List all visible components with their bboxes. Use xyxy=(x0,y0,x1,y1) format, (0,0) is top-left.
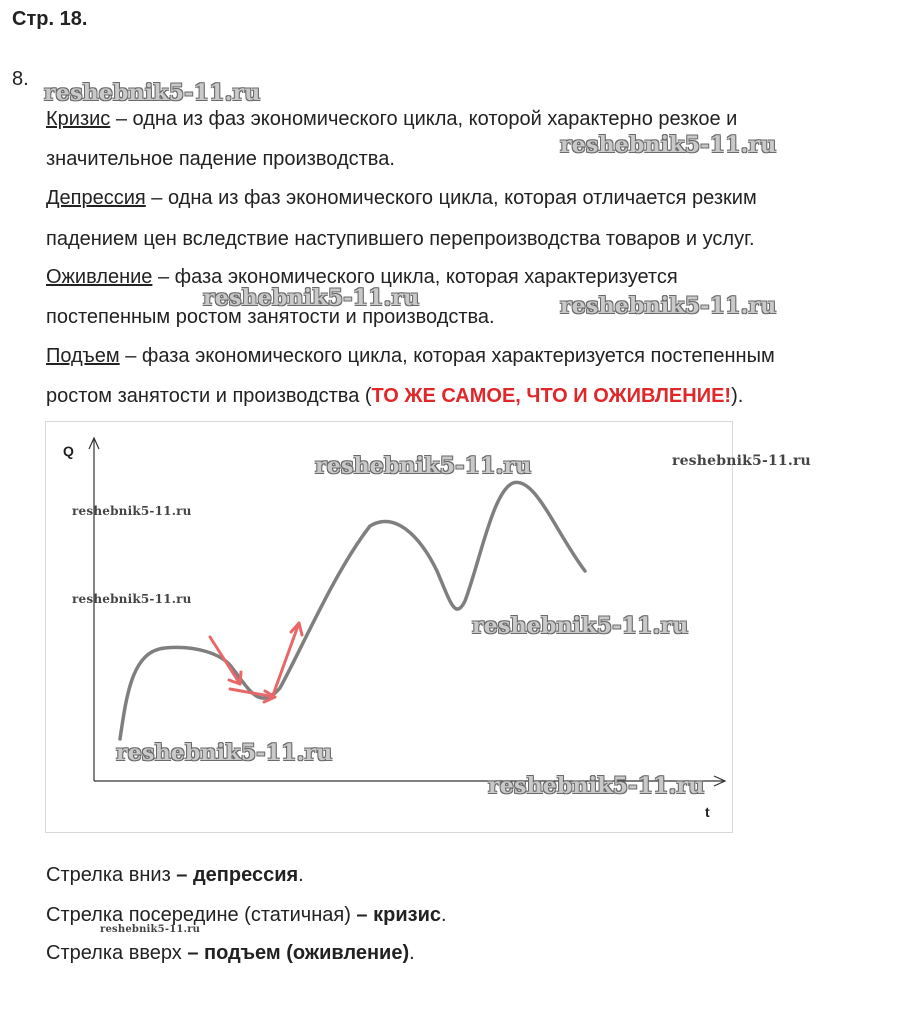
task-number: 8. xyxy=(12,68,29,90)
definition-rise-line1 xyxy=(46,345,775,368)
definition-rise-line2 xyxy=(46,385,743,408)
arrow-up-icon xyxy=(273,623,302,695)
answer-middle-end: . xyxy=(441,904,447,926)
definition-revival-line2: постепенным ростом занятости и производства. xyxy=(46,306,495,328)
watermark: reshebnik5-11.ru xyxy=(315,453,532,479)
definition-depression-line1 xyxy=(46,187,757,210)
highlight-same-as-revival: ТО ЖЕ САМОЕ, ЧТО И ОЖИВЛЕНИЕ! xyxy=(371,385,732,407)
answer-arrow-down xyxy=(46,864,304,887)
cycle-curve xyxy=(120,482,585,739)
definition-crisis-line2: значительное падение производства. xyxy=(46,148,395,170)
answer-up-label: Стрелка вверх xyxy=(46,942,188,964)
x-axis-label: t xyxy=(705,804,710,820)
watermark: reshebnik5-11.ru xyxy=(560,132,777,158)
definition-rise-end: ). xyxy=(731,385,744,407)
answer-down-label: Стрелка вниз xyxy=(46,864,177,886)
watermark: reshebnik5-11.ru xyxy=(72,592,192,606)
answer-middle-dash: – xyxy=(356,904,374,926)
answer-up-end: . xyxy=(409,942,415,964)
term-crisis: Кризис xyxy=(46,108,111,130)
watermark: reshebnik5-11.ru xyxy=(100,924,201,935)
watermark: reshebnik5-11.ru xyxy=(672,453,811,469)
answer-up-value: подъем (оживление) xyxy=(204,942,410,964)
answer-down-value: депрессия xyxy=(192,864,299,886)
definition-rise-text: – фаза экономического цикла, которая характеризуется постепенным xyxy=(119,345,775,367)
page-label: Стр. 18. xyxy=(12,8,88,30)
watermark: reshebnik5-11.ru xyxy=(472,613,689,639)
definition-depression-line2: падением цен вследствие наступившего перепроизводства товаров и услуг. xyxy=(46,228,755,250)
definition-crisis-text: – одна из фаз экономического цикла, которой характерно резкое и xyxy=(110,108,738,130)
y-axis-label: Q xyxy=(63,443,74,459)
watermark: reshebnik5-11.ru xyxy=(44,80,261,106)
definition-revival-text: – фаза экономического цикла, которая характеризуется xyxy=(152,266,678,288)
watermark: reshebnik5-11.ru xyxy=(488,773,705,799)
answer-up-dash: – xyxy=(187,942,205,964)
term-depression: Депрессия xyxy=(46,187,146,209)
arrow-down-icon xyxy=(210,637,241,684)
watermark: reshebnik5-11.ru xyxy=(203,285,420,311)
term-revival: Оживление xyxy=(46,266,153,288)
answer-down-dash: – xyxy=(176,864,193,886)
answer-middle-label: Стрелка посередине (статичная) xyxy=(46,904,357,926)
definition-rise-text2: ростом занятости и производства ( xyxy=(46,385,372,407)
answer-down-end: . xyxy=(298,864,304,886)
term-rise: Подъем xyxy=(46,345,120,367)
answer-middle-value: кризис xyxy=(373,904,441,926)
answer-arrow-up xyxy=(46,942,415,965)
watermark: reshebnik5-11.ru xyxy=(72,504,192,518)
watermark: reshebnik5-11.ru xyxy=(560,293,777,319)
definition-crisis-line1 xyxy=(46,108,737,131)
watermark: reshebnik5-11.ru xyxy=(116,740,333,766)
definition-depression-text: – одна из фаз экономического цикла, которая отличается резким xyxy=(145,187,757,209)
